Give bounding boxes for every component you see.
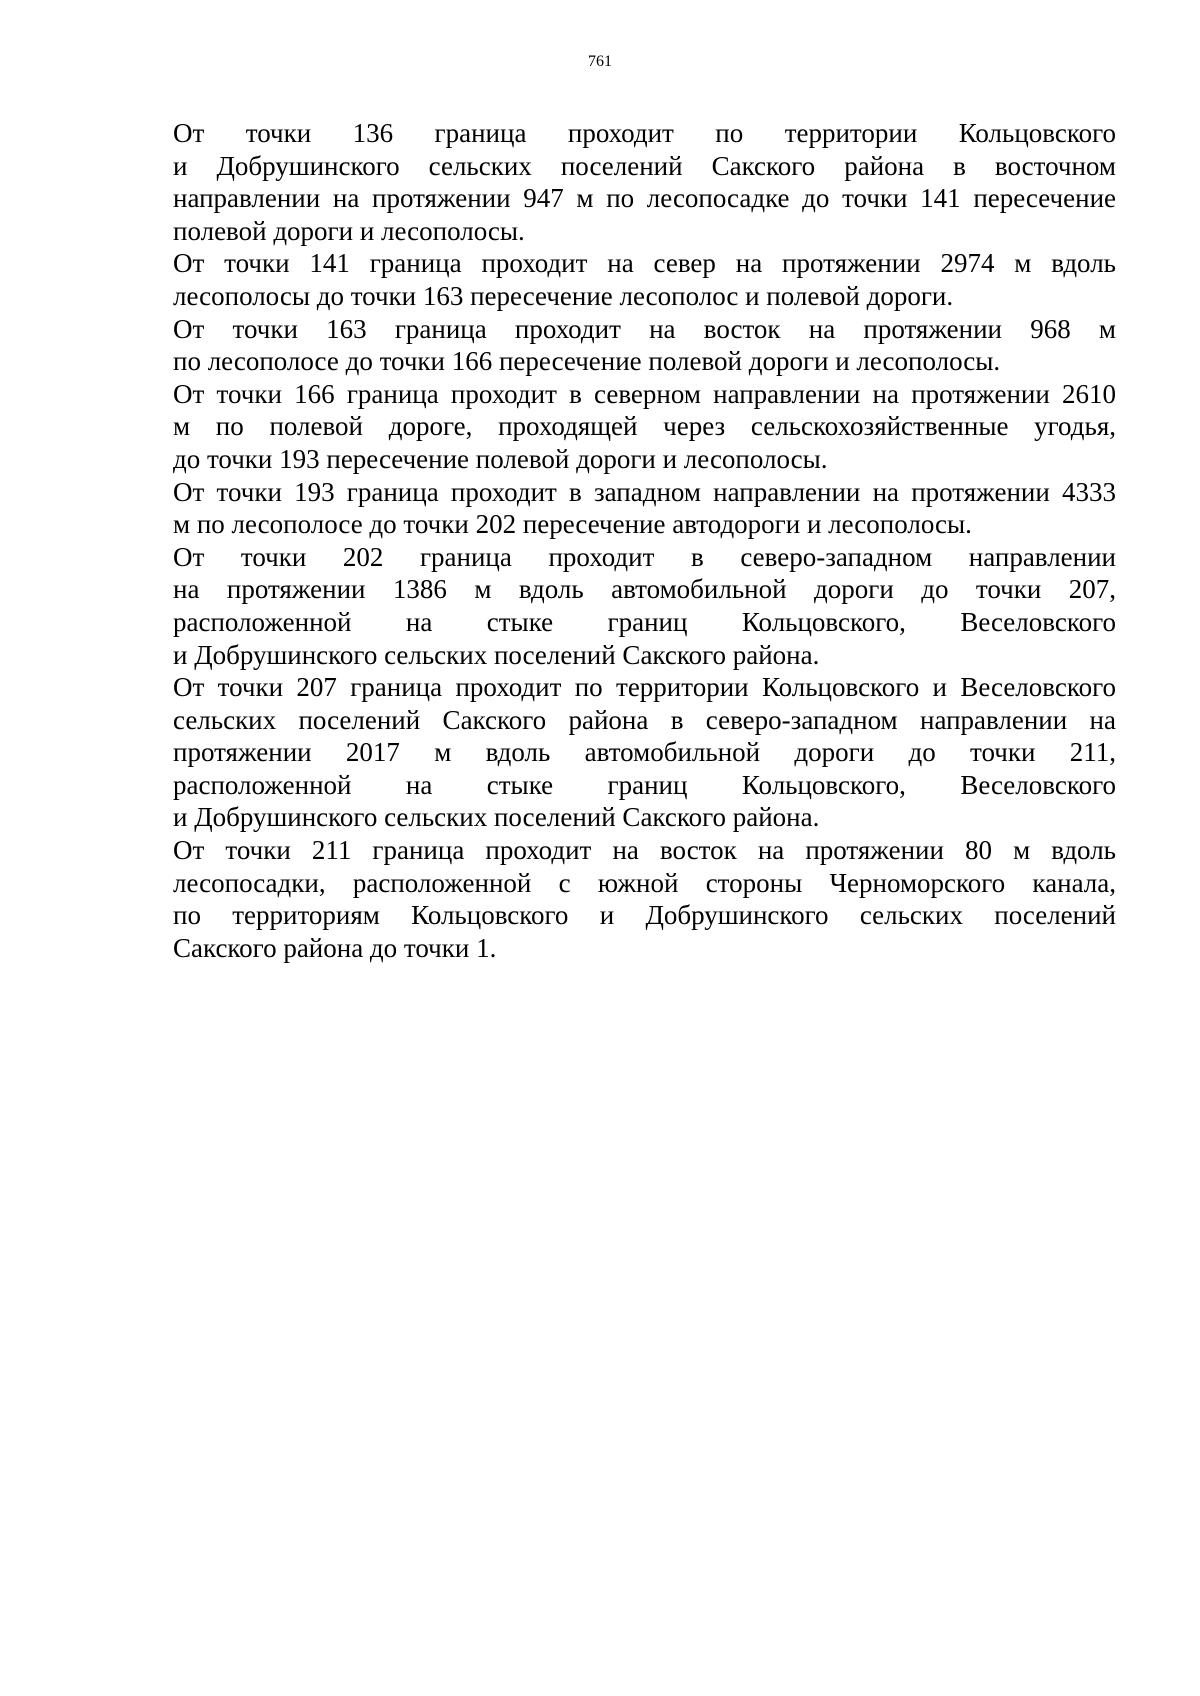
text-line: до точки 193 пересечение полевой дороги и лесополосы. xyxy=(173,443,828,474)
paragraph xyxy=(173,313,1116,378)
text-line: м по полевой дороге, проходящей через сельскохозяйственные угодья, xyxy=(173,411,1116,442)
text-line: полевой дороги и лесополосы. xyxy=(173,215,525,246)
text-line: От точки 141 граница проходит на север на протяжении 2974 м вдоль xyxy=(173,248,1116,279)
text-line: лесопосадки, расположенной с южной стороны Черноморского канала, xyxy=(173,867,1116,898)
text-line: сельских поселений Сакского района в северо-западном направлении на xyxy=(173,704,1116,735)
paragraph xyxy=(173,247,1116,312)
text-line: м по лесополосе до точки 202 пересечение автодороги и лесополосы. xyxy=(173,509,972,540)
paragraph xyxy=(173,117,1116,247)
text-line: От точки 166 граница проходит в северном направлении на протяжении 2610 xyxy=(173,378,1116,409)
text-line: От точки 163 граница проходит на восток на протяжении 968 м xyxy=(173,313,1116,344)
text-line: и Добрушинского сельских поселений Сакского района. xyxy=(173,639,820,670)
text-line: по лесополосе до точки 166 пересечение полевой дороги и лесополосы. xyxy=(173,346,1001,377)
text-line: по территориям Кольцовского и Добрушинского сельских поселений xyxy=(173,900,1116,931)
text-line: и Добрушинского сельских поселений Сакского района в восточном xyxy=(173,150,1116,181)
text-line: От точки 193 граница проходит в западном направлении на протяжении 4333 xyxy=(173,476,1116,507)
text-line: расположенной на стыке границ Кольцовского, Веселовского xyxy=(173,606,1116,637)
paragraph xyxy=(173,541,1116,671)
text-line: и Добрушинского сельских поселений Сакского района. xyxy=(173,802,820,833)
text-line: От точки 136 граница проходит по территории Кольцовского xyxy=(173,118,1116,148)
text-line: на протяжении 1386 м вдоль автомобильной дороги до точки 207, xyxy=(173,574,1116,605)
text-line: От точки 211 граница проходит на восток на протяжении 80 м вдоль xyxy=(173,835,1116,866)
text-line: расположенной на стыке границ Кольцовского, Веселовского xyxy=(173,769,1116,800)
paragraph xyxy=(173,671,1116,834)
text-line: протяжении 2017 м вдоль автомобильной дороги до точки 211, xyxy=(173,737,1116,768)
page-number: 761 xyxy=(588,53,612,70)
paragraph xyxy=(173,378,1116,476)
text-line: От точки 207 граница проходит по территории Кольцовского и Веселовского xyxy=(173,672,1116,703)
text-line: направлении на протяжении 947 м по лесопосадке до точки 141 пересечение xyxy=(173,183,1116,214)
text-line: лесополосы до точки 163 пересечение лесополос и полевой дороги. xyxy=(173,280,954,311)
paragraph xyxy=(173,476,1116,541)
paragraph xyxy=(173,834,1116,964)
text-line: Сакского района до точки 1. xyxy=(173,932,497,963)
document-body xyxy=(173,117,1116,964)
text-line: От точки 202 граница проходит в северо-западном направлении xyxy=(173,541,1116,572)
